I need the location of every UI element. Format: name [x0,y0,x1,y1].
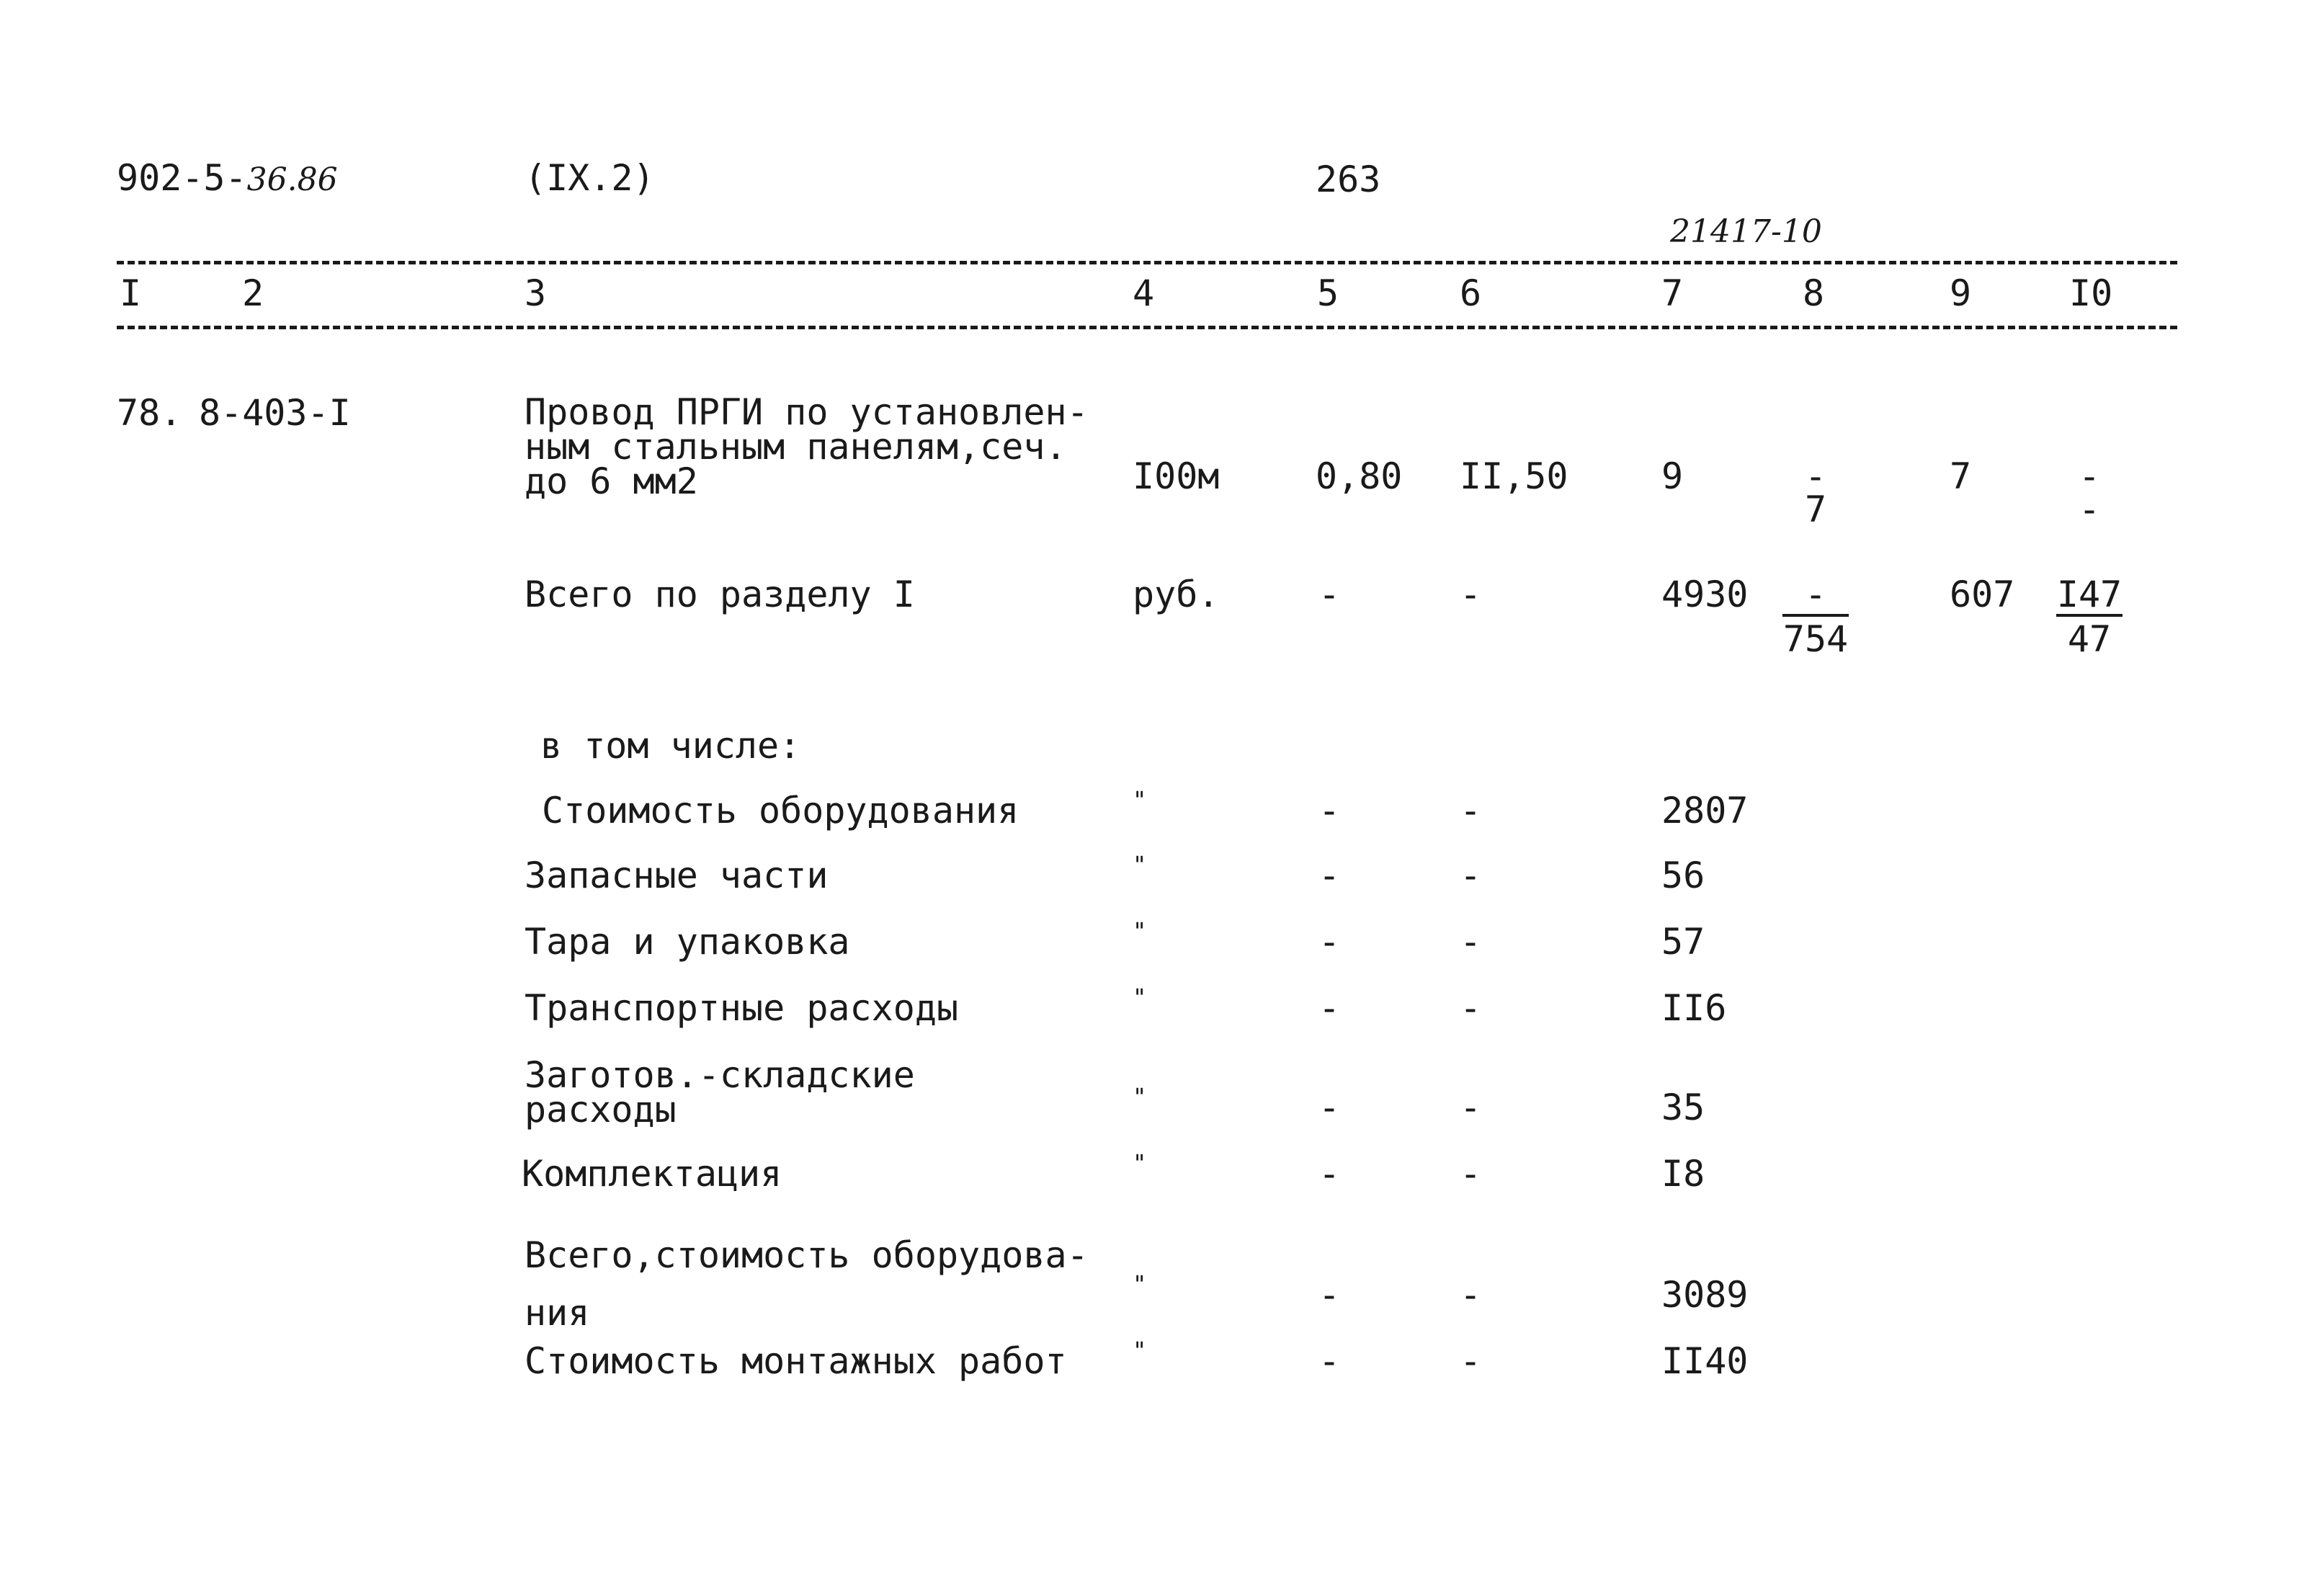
row-col5: - [1318,1087,1341,1128]
row-col5: - [1318,1274,1341,1316]
header-rule-top [117,261,2177,264]
item-col9: 7 [1950,455,1972,497]
column-header: I0 [2069,272,2113,314]
row-col6: - [1460,987,1482,1029]
column-header: 2 [242,272,264,314]
column-header: 7 [1661,272,1684,314]
row-col6: - [1460,1087,1482,1128]
row-col6: - [1460,1340,1482,1382]
total-col8-fraction [1772,574,1859,660]
column-header: I [120,272,142,314]
section-number: (IX.2) [525,157,655,199]
document-code-handwritten: 36.86 [246,161,338,198]
row-unit: " [1133,917,1147,945]
row-label: Тара и упаковка [525,921,850,963]
item-col8-fraction [1772,455,1859,530]
item-col10-fraction [2046,455,2133,530]
row-col7: II6 [1661,987,1727,1029]
fraction-numerator: I47 [2056,574,2123,615]
fraction-numerator: - [1804,574,1827,615]
fraction-denominator: 7 [1804,489,1827,530]
total-col7: 4930 [1661,574,1749,615]
row-col7: 35 [1661,1087,1705,1128]
row-label: Стоимость оборудования [542,790,1019,832]
row-unit: " [1133,786,1147,813]
row-label: Заготов.-складские расходы [525,1054,915,1131]
item-description: Провод ПРГИ по установлен- ным стальным панелям,сеч. до 6 мм2 [525,391,1089,502]
row-label: Запасные части [525,855,829,896]
total-col10-fraction [2046,574,2133,660]
row-col7: 57 [1661,921,1705,963]
row-col7: 56 [1661,855,1705,896]
row-col6: - [1460,790,1482,832]
row-unit: " [1133,984,1147,1011]
including-label: в том числе: [540,725,801,767]
row-col7: 2807 [1661,790,1749,832]
row-label: Комплектация [522,1153,782,1195]
item-number: 78. [117,392,182,434]
total-col9: 607 [1950,574,2015,615]
row-unit: " [1133,1270,1147,1298]
column-header: 5 [1317,272,1339,314]
row-unit: " [1133,851,1147,878]
document-code [117,157,338,199]
row-unit: " [1133,1083,1147,1110]
row-label: Стоимость монтажных работ [525,1340,1067,1382]
total-col6: - [1460,574,1482,615]
page-number: 263 [1316,159,1381,200]
column-header: 9 [1950,272,1972,314]
row-unit: " [1133,1337,1147,1364]
total-label: Всего по разделу I [525,574,915,615]
row-col5: - [1318,1153,1341,1195]
fraction-denominator: 754 [1782,618,1849,660]
item-col6: II,50 [1460,455,1568,497]
item-code: 8-403-I [199,392,351,434]
column-header: 3 [525,272,547,314]
document-code-printed: 902-5- [117,157,247,199]
row-col7: II40 [1661,1340,1749,1382]
fraction-denominator: - [2078,489,2101,530]
handwritten-stamp: 21417-10 [1670,213,1822,250]
row-col6: - [1460,1274,1482,1316]
row-unit: " [1133,1149,1147,1177]
row-col5: - [1318,1340,1341,1382]
row-col5: - [1318,921,1341,963]
row-label: Всего,стоимость оборудова- ния [525,1234,1089,1334]
row-col5: - [1318,987,1341,1029]
total-unit: руб. [1133,574,1220,615]
row-col6: - [1460,1153,1482,1195]
column-header: 6 [1460,272,1482,314]
row-col5: - [1318,855,1341,896]
item-col5: 0,80 [1316,455,1403,497]
row-col7: 3089 [1661,1274,1749,1316]
fraction-numerator: - [2078,455,2101,497]
fraction-denominator: 47 [2067,618,2112,660]
column-header: 4 [1133,272,1155,314]
header-rule-bottom [117,326,2177,329]
row-label: Транспортные расходы [525,987,959,1029]
item-unit: I00м [1133,455,1220,497]
item-col7: 9 [1661,455,1684,497]
row-col6: - [1460,921,1482,963]
row-col6: - [1460,855,1482,896]
row-col7: I8 [1661,1153,1705,1195]
row-col5: - [1318,790,1341,832]
column-header: 8 [1803,272,1825,314]
fraction-numerator: - [1804,455,1827,497]
total-col5: - [1318,574,1341,615]
